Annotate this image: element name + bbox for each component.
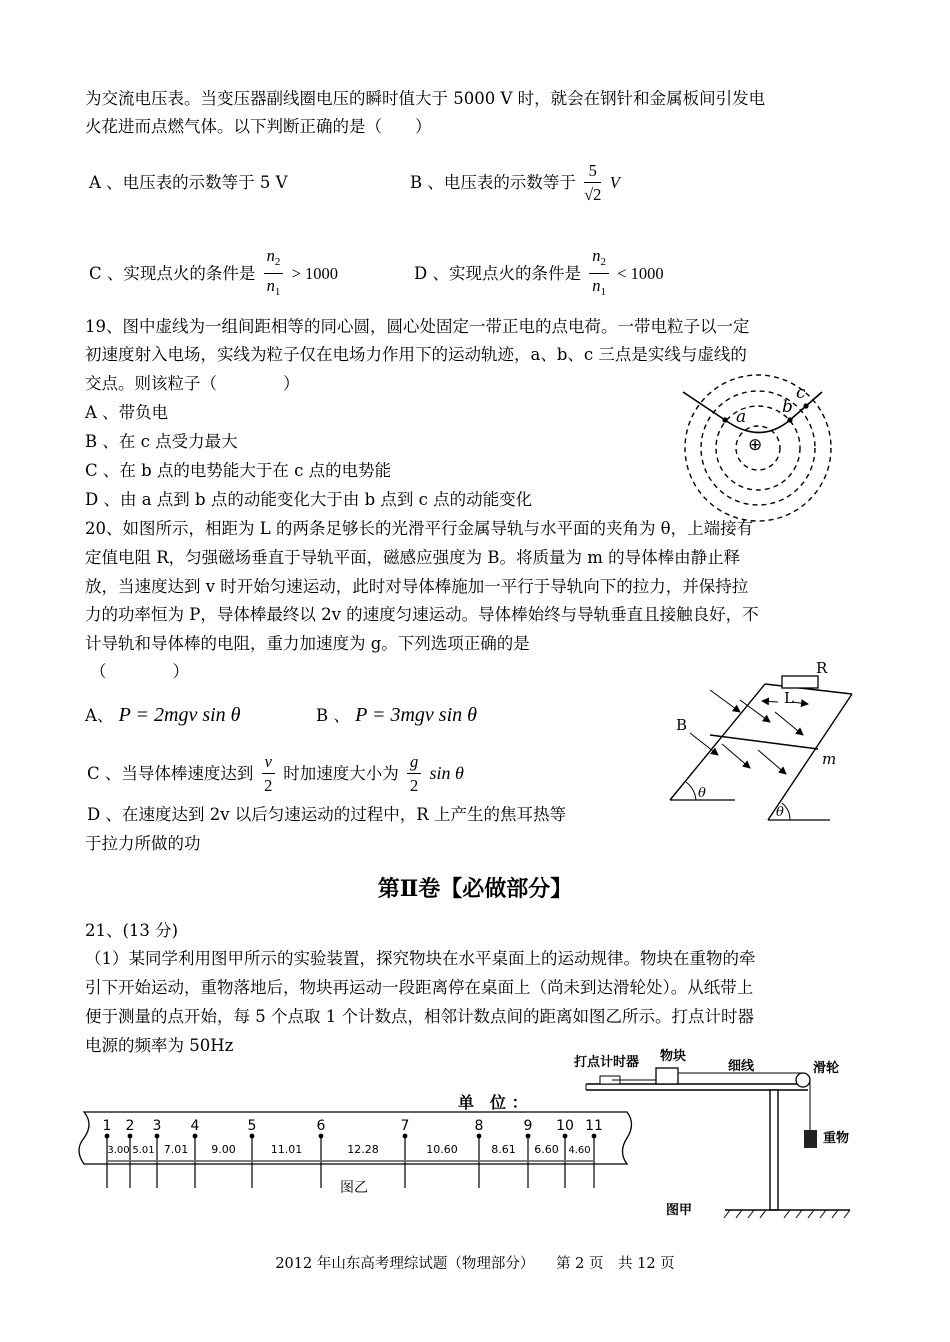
q20-option-c-tail: sin θ (429, 763, 464, 783)
q18-d-num-sub: 2 (600, 256, 606, 268)
q20-label-r: R (816, 659, 828, 677)
q20-option-d-line2: 于拉力所做的功 (85, 834, 201, 853)
tape-point-label: 1 (102, 1118, 112, 1134)
q19-line2: 初速度射入电场，实线为粒子仅在电场力作用下的运动轨迹，a、b、c 三点是实线与虚线的 (85, 345, 747, 364)
q20-option-d-line1: D 、在速度达到 2v 以后匀速运动的过程中，R 上产生的焦耳热等 (87, 805, 566, 824)
tape-unit-label: 单 位 ： (458, 1093, 528, 1112)
tape-dot (319, 1134, 324, 1139)
q18-c-den-sub: 1 (274, 286, 281, 298)
q18-c-den: n (266, 276, 275, 295)
q18-option-b-denominator: √2 (584, 185, 602, 204)
tape-dot (563, 1134, 568, 1139)
tape-distance-label: 5.01 (132, 1145, 155, 1156)
q20-option-b-label: B 、 (316, 706, 350, 725)
q20-option-a-expr: P = 2mgv sin θ (118, 704, 241, 726)
tape-dot (155, 1134, 160, 1139)
q20-line1: 20、如图所示，相距为 L 的两条足够长的光滑平行金属导轨与水平面的夹角为 θ，上端接有 (85, 519, 754, 538)
tape-caption: 图乙 (340, 1180, 368, 1196)
tape-dot (592, 1134, 597, 1139)
q18-option-b-label: B 、电压表的示数等于 (410, 173, 576, 192)
tape-distance-label: 12.28 (347, 1143, 379, 1156)
q20-c-num1: v (262, 751, 275, 774)
q21-line3: 引下开始运动，重物落地后，物块再运动一段距离停在桌面上（尚未到达滑轮处）。从纸带上 (85, 978, 754, 997)
q20-option-a-label: A、 (85, 706, 114, 725)
q20-line4: 力的功率恒为 P，导体棒最终以 2v 的速度匀速运动。导体棒始终与导轨垂直且接触良好，不 (85, 605, 759, 624)
section-title: 第Ⅱ卷【必做部分】 (377, 876, 573, 902)
tape-point-label: 9 (523, 1118, 533, 1134)
q20-label-m: m (822, 750, 837, 768)
q19-option-a: A 、带负电 (85, 403, 169, 422)
tape-dot (526, 1134, 531, 1139)
q19-line1: 19、图中虚线为一组间距相等的同心圆，圆心处固定一带正电的点电荷。一带电粒子以一定 (85, 317, 750, 336)
q21-line1: 21、(13 分) (85, 921, 179, 940)
tape-point-label: 2 (125, 1118, 135, 1134)
q20-c-den2: 2 (409, 776, 419, 795)
tape-dot (477, 1134, 482, 1139)
q21-line5: 电源的频率为 50Hz (85, 1036, 234, 1055)
tape-dot (128, 1134, 133, 1139)
tape-distance-label: 4.60 (568, 1145, 591, 1156)
q18-d-den: n (592, 276, 601, 295)
q18-option-d-relation: < 1000 (617, 264, 664, 283)
tape-distance-label: 3.00 (107, 1145, 130, 1156)
pulley-label: 滑轮 (813, 1061, 840, 1076)
tape-point-label: 10 (556, 1118, 574, 1134)
q18-line1: 为交流电压表。当变压器副线圈电压的瞬时值大于 5000 V 时，就会在钢针和金属板间引发电 (85, 89, 766, 108)
q19-label-b: b (782, 397, 793, 417)
q18-d-den-sub: 1 (600, 286, 606, 298)
tape-point-label: 11 (585, 1118, 603, 1134)
tape-dot (403, 1134, 408, 1139)
q20-option-b-expr: P = 3mgv sin θ (355, 704, 477, 726)
q21-line2: （1）某同学利用图甲所示的实验装置，探究物块在水平桌面上的运动规律。物块在重物的牵 (85, 949, 756, 968)
q19-label-c: c (796, 383, 806, 403)
tape-point-label: 6 (316, 1118, 326, 1134)
tape-point-label: 7 (400, 1118, 410, 1134)
q20-label-l: L (784, 689, 794, 707)
q18-option-a: A 、电压表的示数等于 5 V (89, 173, 288, 192)
q20-line2: 定值电阻 R，匀强磁场垂直于导轨平面，磁感应强度为 B。将质量为 m 的导体棒由静止释 (85, 548, 741, 567)
q19-option-b: B 、在 c 点受力最大 (85, 432, 238, 451)
q21-paper-tape (79, 1093, 632, 1196)
q18-option-b-numerator: 5 (584, 160, 601, 183)
q19-positive-charge-icon: ⊕ (748, 435, 763, 455)
timer-label: 打点计时器 (574, 1055, 640, 1070)
q18-c-num: n (266, 246, 275, 265)
q18-c-num-sub: 2 (274, 256, 281, 268)
tape-dot (250, 1134, 255, 1139)
tape-distance-label: 6.60 (534, 1143, 559, 1156)
q20-rail-diagram (670, 659, 852, 820)
q20-c-num2: g (407, 751, 421, 774)
tape-distance-label: 9.00 (211, 1143, 236, 1156)
q20-option-c-mid: 时加速度大小为 (283, 764, 399, 783)
q19-label-a: a (736, 407, 747, 427)
q20-line6: （ ） (90, 662, 189, 681)
q19-field-diagram (683, 375, 831, 521)
tape-dot (193, 1134, 198, 1139)
weight-label: 重物 (823, 1131, 850, 1146)
block-label: 物块 (660, 1049, 687, 1064)
q20-option-c-label: C 、当导体棒速度达到 (87, 764, 254, 783)
q19-line3: 交点。则该粒子（ ） (85, 374, 300, 393)
q19-option-c: C 、在 b 点的电势能大于在 c 点的电势能 (85, 461, 392, 480)
tape-dot (105, 1134, 110, 1139)
tape-distance-label: 8.61 (491, 1143, 516, 1156)
q18-d-num: n (592, 246, 601, 265)
q20-label-b: B (676, 716, 688, 734)
q20-label-theta2: θ (776, 805, 784, 820)
q21-line4: 便于测量的点开始，每 5 个点取 1 个计数点，相邻计数点间的距离如图乙所示。打点计时器 (85, 1007, 754, 1026)
tape-point-label: 4 (190, 1118, 200, 1134)
q18-option-c-relation: > 1000 (291, 264, 339, 283)
q19-option-d: D 、由 a 点到 b 点的动能变化大于由 b 点到 c 点的动能变化 (85, 490, 533, 509)
tape-point-label: 8 (474, 1118, 484, 1134)
q18-option-d-label: D 、实现点火的条件是 (414, 264, 581, 283)
q18-option-b-unit: V (609, 173, 620, 192)
tape-point-label: 3 (152, 1118, 162, 1134)
page-footer: 2012 年山东高考理综试题（物理部分） 第 2 页 共 12 页 (275, 1256, 675, 1272)
q18-line2: 火花进而点燃气体。以下判断正确的是（ ） (85, 117, 432, 136)
tape-distance-label: 7.01 (163, 1143, 189, 1156)
tape-distance-label: 10.60 (426, 1143, 458, 1156)
q20-label-theta1: θ (698, 786, 706, 801)
q18-option-c-label: C 、实现点火的条件是 (89, 264, 256, 283)
string-label: 细线 (728, 1059, 755, 1074)
tape-distance-label: 11.01 (270, 1143, 303, 1156)
q20-line3: 放，当速度达到 v 时开始匀速运动，此时对导体棒施加一平行于导轨向下的拉力，并保持拉 (85, 577, 749, 596)
q20-line5: 计导轨和导体棒的电阻，重力加速度为 g。下列选项正确的是 (85, 634, 530, 653)
q20-c-den1: 2 (264, 776, 273, 795)
tape-point-label: 5 (247, 1118, 257, 1134)
apparatus-caption: 图甲 (666, 1203, 693, 1218)
